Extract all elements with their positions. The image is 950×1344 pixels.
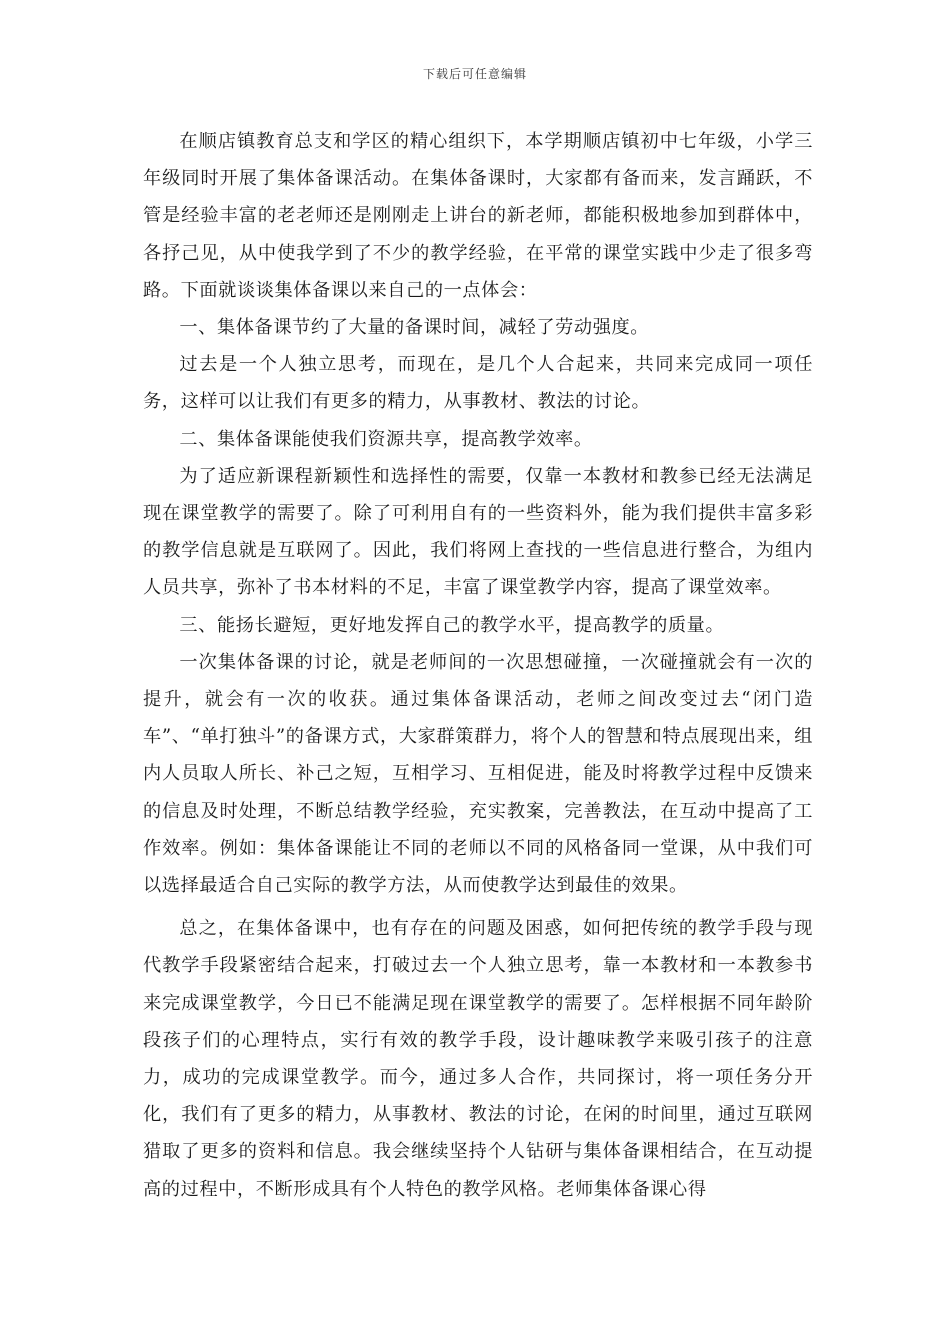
heading-point-3: 三、能扬长避短，更好地发挥自己的教学水平，提高教学的质量。 [179,614,725,636]
paragraph-point-3: 一次集体备课的讨论，就是老师间的一次思想碰撞，一次碰撞就会有一次的提升，就会有一次的收获。通过集体备课活动，老师之间改变过去“闭门造车”、“单打独斗”的备课方式，大家群策群力，将个人的智慧和特点展现出来，组内人员取人所长、补己之短，互相学习、互相促进，能及时将教学过程中反馈来的信息及时处理，不断总结教学经验，充实教案，完善教法，在互动中提高了工作效率。例如：集体备课能让不同的老师以不同的风格备同一堂课，从中我们可以选择最适合自己实际的教学方法，从而使教学达到最佳的效果。 [143,651,813,897]
paragraph-point-1: 过去是一个人独立思考，而现在，是几个人合起来，共同来完成同一项任务，这样可以让我们有更多的精力，从事教材、教法的讨论。 [143,354,813,413]
paragraph-conclusion: 总之，在集体备课中，也有存在的问题及困惑，如何把传统的教学手段与现代教学手段紧密结合起来，打破过去一个人独立思考，靠一本教材和一本教参书来完成课堂教学，今日已不能满足现在课堂教学的需要了。怎样根据不同年龄阶段孩子们的心理特点，实行有效的教学手段，设计趣味教学来吸引孩子的注意力，成功的完成课堂教学。而今，通过多人合作，共同探讨，将一项任务分开化，我们有了更多的精力，从事教材、教法的讨论，在闲的时间里，通过互联网猎取了更多的资料和信息。我会继续坚持个人钻研与集体备课相结合，在互动提高的过程中，不断形成具有个人特色的教学风格。老师集体备课心得 [143,918,813,1200]
paragraph-point-2: 为了适应新课程新颖性和选择性的需要，仅靠一本教材和教参已经无法满足现在课堂教学的需要了。除了可利用自有的一些资料外，能为我们提供丰富多彩的教学信息就是互联网了。因此，我们将网上查找的一些信息进行整合，为组内人员共享，弥补了书本材料的不足，丰富了课堂教学内容，提高了课堂效率。 [143,465,813,599]
heading-point-1: 一、集体备课节约了大量的备课时间，减轻了劳动强度。 [179,317,650,339]
heading-point-2: 二、集体备课能使我们资源共享，提高教学效率。 [179,428,593,450]
page-header: 下载后可任意编辑 [422,67,527,81]
document-body [143,123,813,1208]
paragraph-intro: 在顺店镇教育总支和学区的精心组织下，本学期顺店镇初中七年级，小学三年级同时开展了集体备课活动。在集体备课时，大家都有备而来，发言踊跃，不管是经验丰富的老老师还是刚刚走上讲台的新老师，都能积极地参加到群体中，各抒己见，从中使我学到了不少的教学经验，在平常的课堂实践中少走了很多弯路。下面就谈谈集体备课以来自己的一点体会： [143,131,813,301]
